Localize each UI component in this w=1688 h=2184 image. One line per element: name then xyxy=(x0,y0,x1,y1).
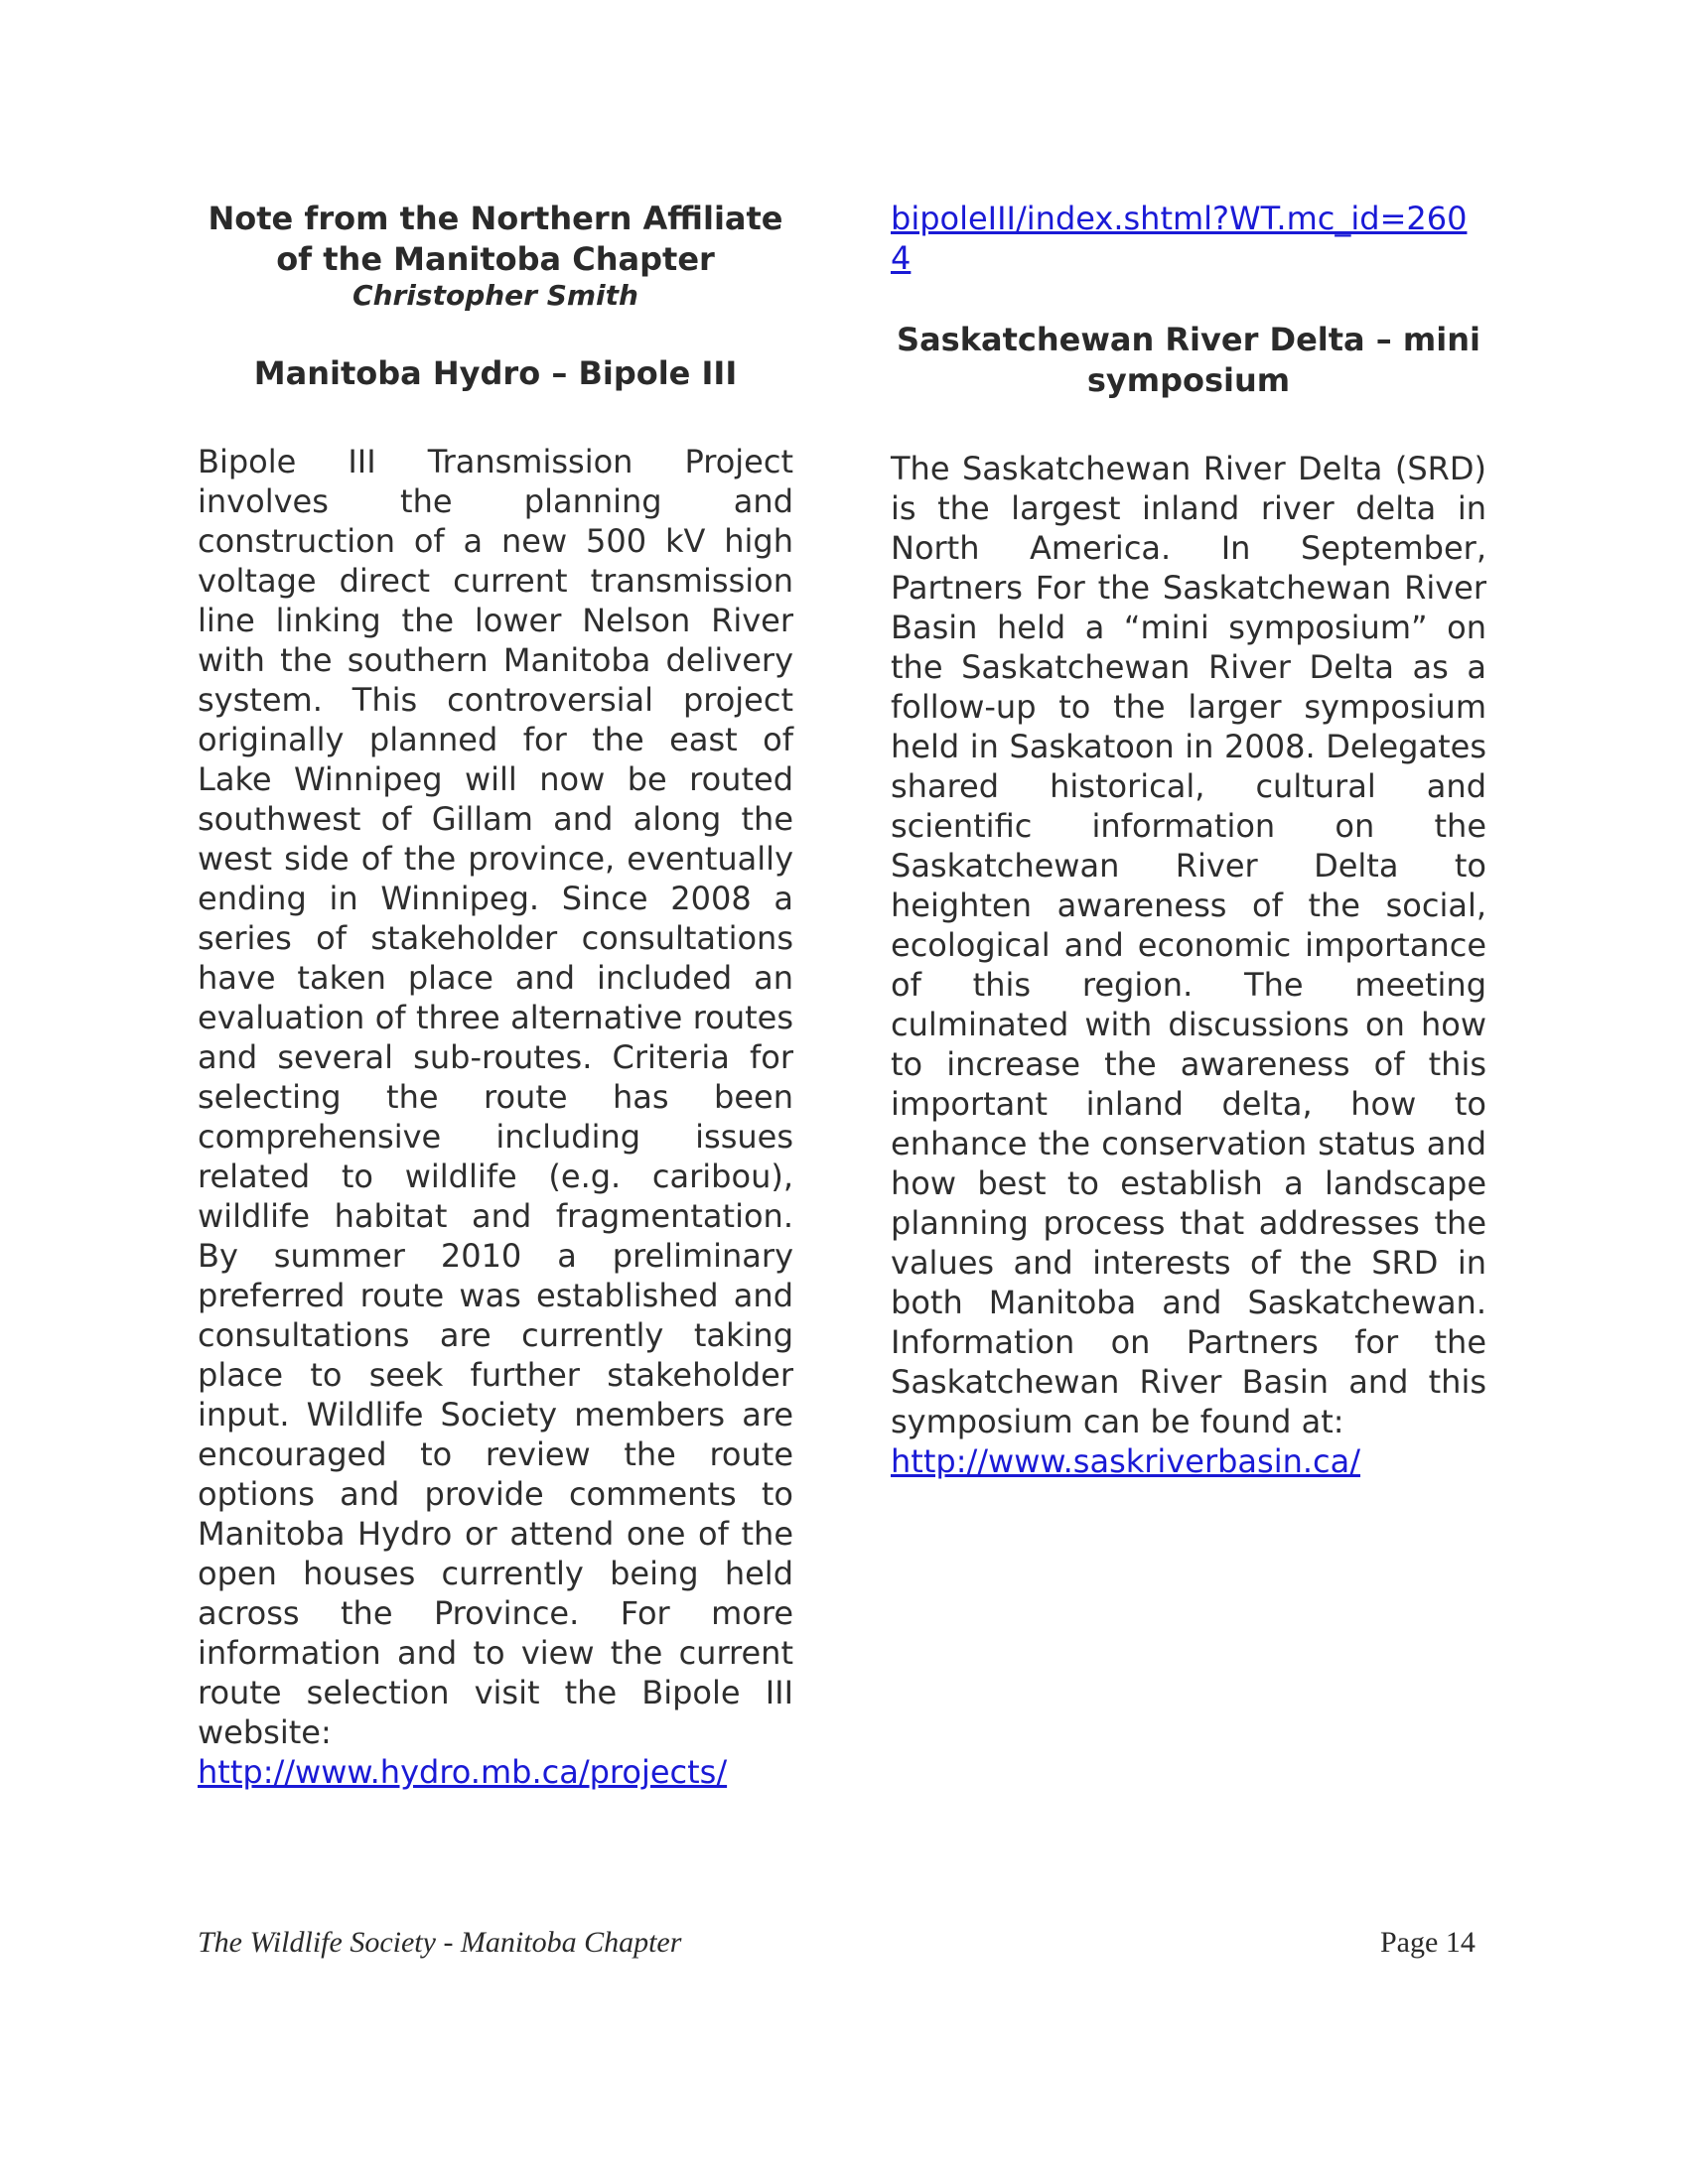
saskriverbasin-link[interactable]: http://www.saskriverbasin.ca/ xyxy=(891,1442,1361,1480)
article-title: Note from the Northern Affiliate of the Manitoba Chapter xyxy=(208,200,783,278)
bipole-link-line xyxy=(198,1752,793,1792)
bipole-body-text: Bipole III Transmission Project involves the planning and construction of a new 500 kV high voltage direct current transmission line linking the lower Nelson River with the southern Manitoba delivery system. This controversial project originally planned for the east of Lake Winnipeg will now be routed southwest of Gillam and along the west side of the province, eventually ending in Winnipeg. Since 2008 a series of stakeholder consultations have taken place and included an evaluation of three alternative routes and several sub-routes. Criteria for selecting the route has been comprehensive including issues related to wildlife (e.g. caribou), wildlife habitat and fragmentation. By summer 2010 a preliminary preferred route was established and consultations are currently taking place to seek further stakeholder input. Wildlife Society members are encouraged to review the route options and provide comments to Manitoba Hydro or attend one of the open houses currently being held across the Province. For more information and to view the current route selection visit the Bipole III website: xyxy=(198,443,793,1751)
right-column xyxy=(891,199,1486,1481)
bipole-section-heading: Manitoba Hydro – Bipole III xyxy=(253,354,738,392)
footer-page-number: Page 14 xyxy=(1380,1926,1476,1959)
link-continuation-line xyxy=(891,199,1486,278)
hydro-projects-link[interactable]: http://www.hydro.mb.ca/projects/ xyxy=(198,1753,728,1791)
srd-section-heading: Saskatchewan River Delta – mini symposium xyxy=(897,321,1480,399)
srd-link-line xyxy=(891,1441,1486,1481)
footer-publication: The Wildlife Society - Manitoba Chapter xyxy=(198,1926,682,1959)
bipole-link-continuation[interactable]: bipoleIII/index.shtml?WT.mc_id=2604 xyxy=(891,200,1468,277)
left-column xyxy=(198,199,793,1792)
article-author: Christopher Smith xyxy=(352,279,638,312)
srd-body-text: The Saskatchewan River Delta (SRD) is the largest inland river delta in North America. In September, Partners For the Saskatchewan River Basin held a “mini symposium” on the Saskatchewan River Delta as a follow-up to the larger symposium held in Saskatoon in 2008. Delegates shared historical, cultural and scientific information on the Saskatchewan River Delta to heighten awareness of the social, ecological and economic importance of this region. The meeting culminated with discussions on how to increase the awareness of this important inland delta, how to enhance the conservation status and how best to establish a landscape planning process that addresses the values and interests of the SRD in both Manitoba and Saskatchewan. Information on Partners for the Saskatchewan River Basin and this symposium can be found at: xyxy=(891,450,1486,1440)
